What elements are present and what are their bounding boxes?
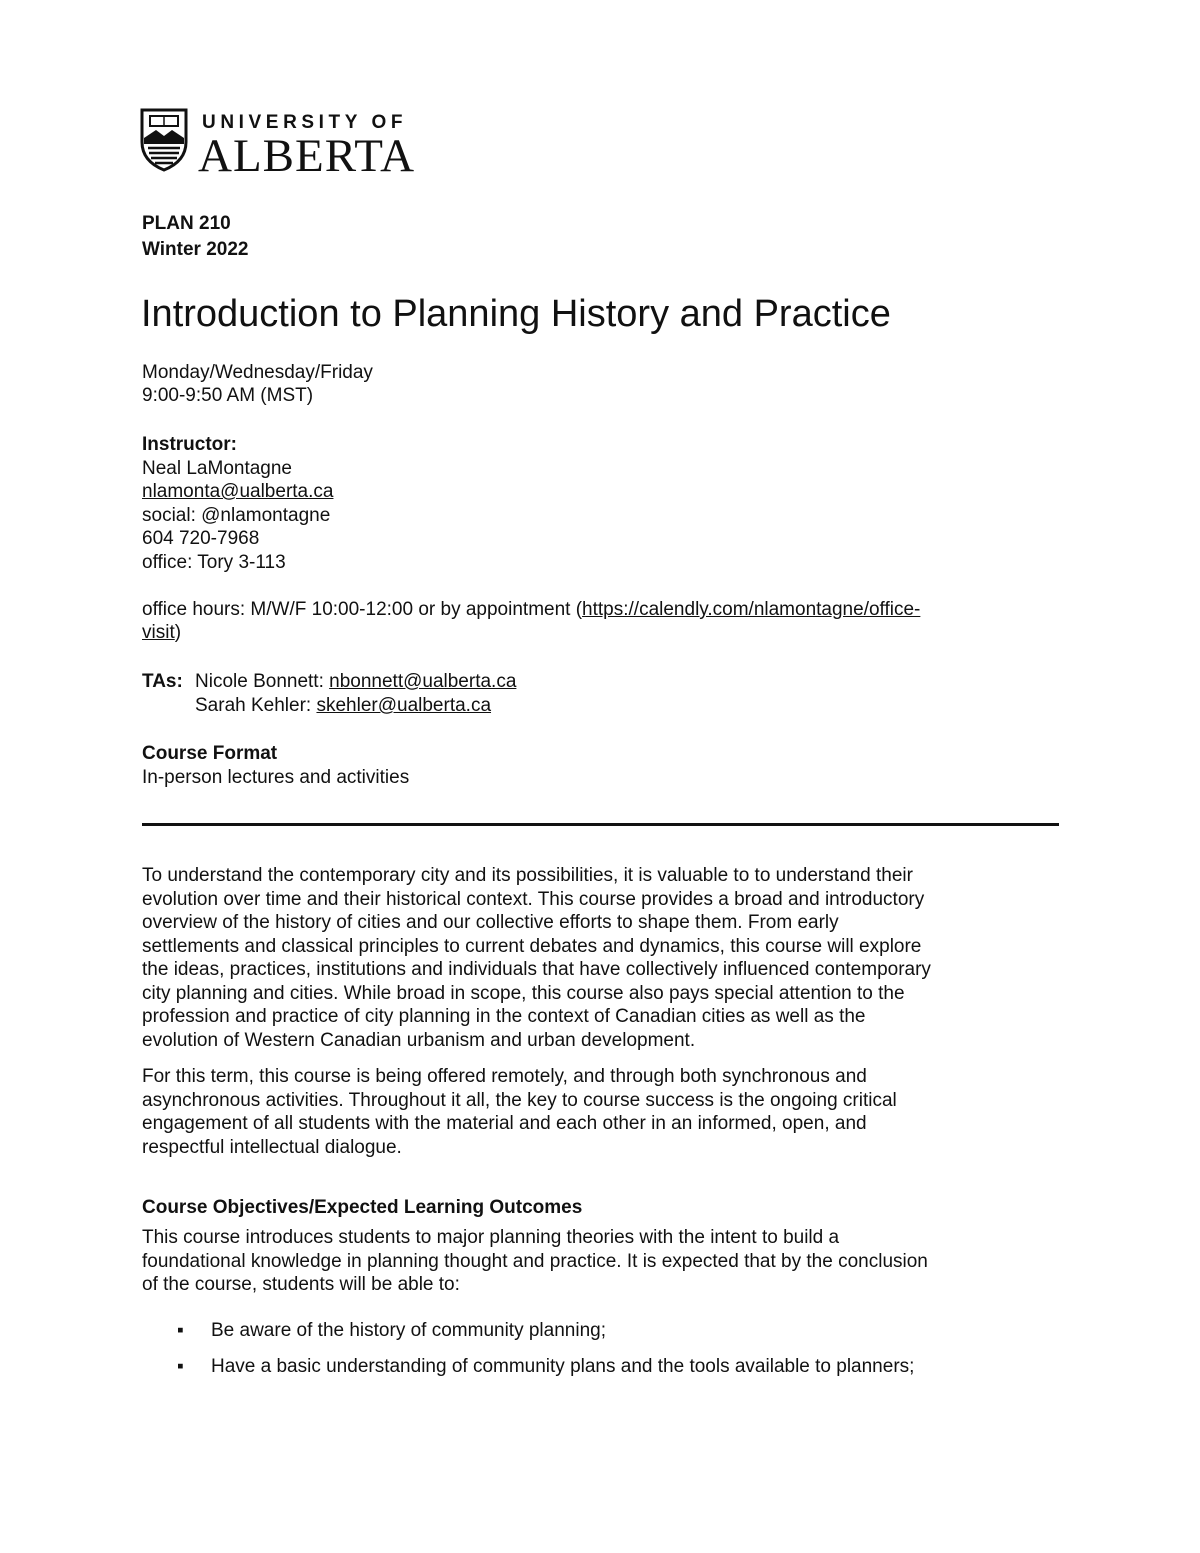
tas-label: TAs: xyxy=(142,671,183,692)
course-time: 9:00-9:50 AM (MST) xyxy=(142,385,314,406)
ta-1 xyxy=(195,670,516,694)
ta-2-email-link[interactable]: skehler@ualberta.ca xyxy=(316,695,492,716)
ta-1-name: Nicole Bonnett: xyxy=(195,671,330,692)
objectives-list xyxy=(142,1319,1062,1390)
objectives-intro-line: foundational knowledge in planning thought and practice. It is expected that by the conclusion xyxy=(142,1250,928,1272)
ta-1-email-link[interactable]: nbonnett@ualberta.ca xyxy=(329,671,517,692)
description-line: city planning and cities. While broad in scope, this course also pays special attention to the xyxy=(142,982,905,1004)
description-line: the ideas, practices, institutions and individuals that have collectively influenced contemporary xyxy=(142,959,931,980)
description-line: respectful intellectual dialogue. xyxy=(142,1136,402,1158)
university-logo xyxy=(140,108,416,182)
office-hours-suffix: ) xyxy=(174,622,182,643)
course-title: Introduction to Planning History and Practice xyxy=(141,293,891,335)
objectives-intro-line: of the course, students will be able to: xyxy=(142,1274,460,1295)
instructor-heading: Instructor: xyxy=(142,434,237,455)
instructor-name: Neal LaMontagne xyxy=(142,458,292,479)
objective-item xyxy=(142,1319,931,1343)
objective-text: Have a basic understanding of community plans and the tools available to planners; xyxy=(211,1355,915,1377)
office-hours-continued xyxy=(142,621,181,645)
description-line: engagement of all students with the material and each other in an informed, open, and xyxy=(142,1113,867,1134)
ta-2 xyxy=(195,694,491,718)
ta-2-name: Sarah Kehler: xyxy=(195,695,317,716)
course-format-text: In-person lectures and activities xyxy=(142,767,410,788)
instructor-social: social: @nlamontagne xyxy=(142,505,331,526)
description-line: asynchronous activities. Throughout it all, the key to course success is the ongoing critical xyxy=(142,1089,897,1111)
office-hours-link-continued[interactable]: visit xyxy=(142,622,175,643)
logo-university-of: UNIVERSITY OF xyxy=(202,112,408,133)
description-line: settlements and classical principles to current debates and dynamics, this course will explore xyxy=(142,935,922,957)
instructor-phone: 604 720-7968 xyxy=(142,528,260,549)
course-days: Monday/Wednesday/Friday xyxy=(142,362,373,383)
objectives-heading: Course Objectives/Expected Learning Outcomes xyxy=(142,1197,583,1218)
description-paragraph-2 xyxy=(142,1065,1062,1159)
office-hours xyxy=(142,598,920,622)
logo-alberta: ALBERTA xyxy=(198,130,416,182)
course-code: PLAN 210 xyxy=(142,213,231,234)
instructor-email-link[interactable]: nlamonta@ualberta.ca xyxy=(142,481,334,502)
office-hours-link[interactable]: https://calendly.com/nlamontagne/office- xyxy=(582,599,921,620)
description-line: To understand the contemporary city and its possibilities, it is valuable to to understand their xyxy=(142,865,913,886)
office-hours-prefix: office hours: M/W/F 10:00-12:00 or by appointment ( xyxy=(142,599,583,620)
course-format-heading: Course Format xyxy=(142,743,278,764)
description-paragraph-1 xyxy=(142,864,1062,1052)
instructor-office: office: Tory 3-113 xyxy=(142,552,286,573)
section-divider xyxy=(142,823,1059,826)
course-term: Winter 2022 xyxy=(142,239,249,260)
objective-item xyxy=(142,1355,931,1379)
objective-text: Be aware of the history of community planning; xyxy=(211,1320,606,1341)
description-line: overview of the history of cities and our collective efforts to shape them. From early xyxy=(142,912,839,933)
description-line: evolution of Western Canadian urbanism and urban development. xyxy=(142,1029,696,1051)
bullet-icon: ▪ xyxy=(177,1355,184,1377)
bullet-icon: ▪ xyxy=(177,1320,184,1341)
description-line: profession and practice of city planning in the context of Canadian cities as well as the xyxy=(142,1006,866,1027)
description-line: evolution over time and their historical context. This course provides a broad and introductory xyxy=(142,888,925,910)
objectives-intro xyxy=(142,1226,1062,1297)
objectives-intro-line: This course introduces students to major planning theories with the intent to build a xyxy=(142,1227,840,1248)
description-line: For this term, this course is being offered remotely, and through both synchronous and xyxy=(142,1066,867,1087)
university-shield-icon xyxy=(140,108,188,172)
